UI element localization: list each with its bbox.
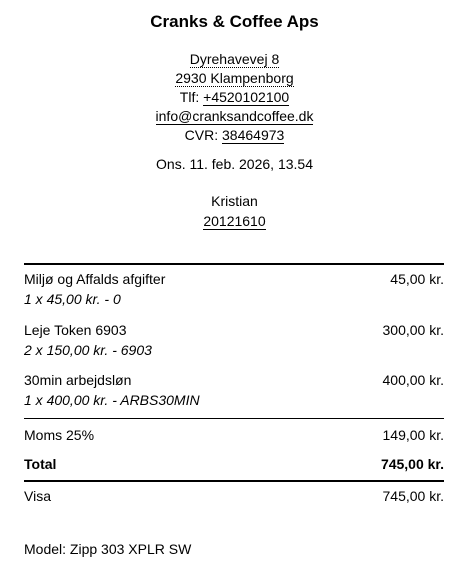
company-name: Cranks & Coffee Aps: [150, 12, 319, 31]
item-detail: 1 x 400,00 kr. - ARBS30MIN: [24, 392, 200, 408]
company-city: 2930 Klampenborg: [175, 70, 294, 86]
vat-label: Moms 25%: [24, 427, 95, 443]
payment-amount: 745,00 kr.: [382, 488, 444, 504]
item-name: Miljø og Affalds afgifter: [24, 271, 166, 287]
item-price: 300,00 kr.: [382, 322, 444, 338]
cashier-name: Kristian: [211, 193, 258, 209]
receipt-date: Ons. 11. feb. 2026, 13.54: [156, 156, 313, 172]
item-name: Leje Token 6903: [24, 322, 127, 338]
item-detail: 2 x 150,00 kr. - 6903: [24, 342, 152, 358]
item-price: 45,00 kr.: [390, 271, 444, 287]
email-link[interactable]: info@cranksandcoffee.dk: [155, 108, 314, 124]
company-info: [0, 50, 469, 145]
company-address: Dyrehavevej 8: [189, 51, 280, 67]
item-detail: 1 x 45,00 kr. - 0: [24, 291, 121, 307]
item-price: 400,00 kr.: [382, 372, 444, 388]
cvr-label: CVR:: [184, 127, 219, 143]
payment-method: Visa: [24, 488, 51, 504]
phone-link[interactable]: +4520102100: [203, 89, 290, 105]
cashier-info: [0, 191, 469, 231]
cashier-id: 20121610: [203, 213, 266, 229]
divider-total: [24, 480, 444, 482]
phone-label: Tlf:: [179, 89, 200, 105]
item-name: 30min arbejdsløn: [24, 372, 132, 388]
total-label: Total: [24, 456, 57, 472]
model-note: Model: Zipp 303 XPLR SW: [24, 541, 192, 557]
divider-items: [24, 418, 444, 419]
cvr-number: 38464973: [222, 127, 285, 143]
vat-amount: 149,00 kr.: [382, 427, 444, 443]
divider-top: [24, 263, 444, 265]
total-amount: 745,00 kr.: [380, 456, 444, 472]
